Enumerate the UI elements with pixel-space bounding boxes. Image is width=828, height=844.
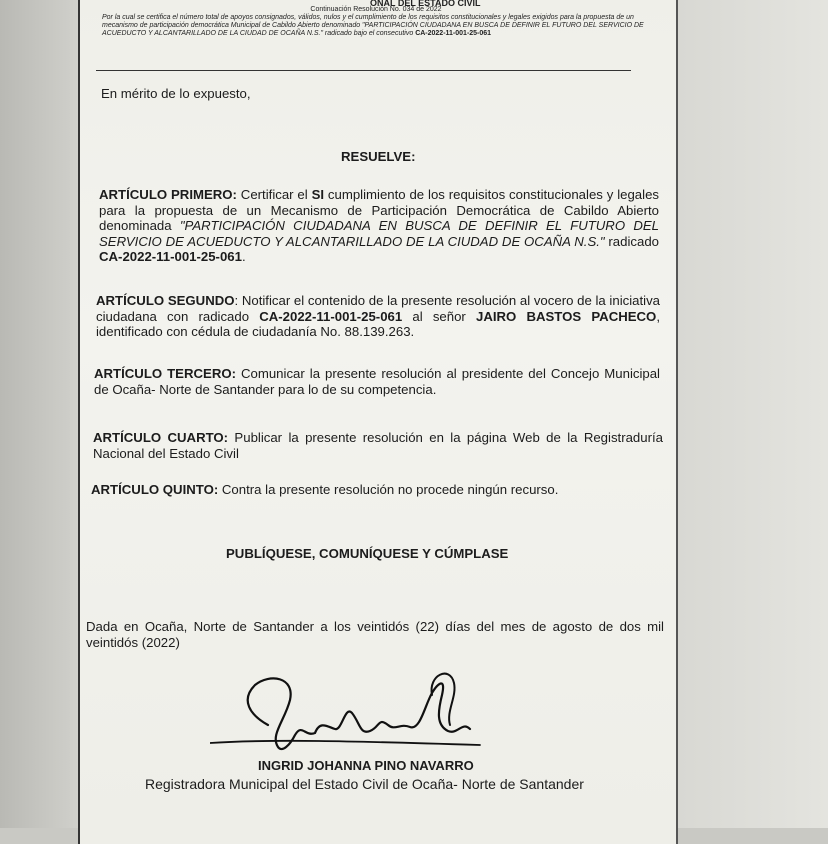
continuation-line: Continuación Resolución No. 034 de 2022	[310, 6, 442, 13]
signer-role: Registradora Municipal del Estado Civil de Ocaña- Norte de Santander	[145, 776, 584, 792]
closing-formula: PUBLÍQUESE, COMUNÍQUESE Y CÚMPLASE	[226, 546, 509, 561]
handwritten-signature	[210, 665, 500, 755]
article-1	[99, 187, 659, 265]
article-5	[91, 482, 558, 498]
resolve-heading: RESUELVE:	[341, 149, 416, 164]
background-left	[0, 0, 78, 828]
article-2-label: ARTÍCULO SEGUNDO	[96, 293, 235, 308]
article-1-text-c: radicado	[604, 233, 659, 249]
article-1-text-d: .	[241, 249, 246, 264]
article-1-title: "PARTICIPACIÓN CIUDADANA EN BUSCA DE DEFINIR EL FUTURO DEL SERVICIO DE ACUEDUCTO Y ALCANTARILLADO DE LA CIUDAD DE OCAÑA N.S."	[99, 218, 659, 249]
header-divider	[96, 70, 631, 71]
article-1-text-b: cumplimiento de los requisitos constitucionales y legales para la propuesta de un Mecanismo de Participación Democrática de Cabildo Abierto denominada	[99, 187, 659, 233]
article-4	[93, 430, 663, 461]
intro-text: En mérito de lo expuesto,	[101, 86, 251, 101]
article-2-person: JAIRO BASTOS PACHECO	[475, 308, 657, 324]
header-top-title: ONAL DEL ESTADO CIVIL	[370, 0, 481, 8]
article-5-text: Contra la presente resolución no procede ningún recurso.	[218, 482, 559, 497]
document-header	[102, 6, 650, 38]
article-1-si: SI	[311, 187, 325, 202]
background-right	[678, 0, 828, 828]
signer-name: INGRID JOHANNA PINO NAVARRO	[258, 758, 474, 773]
article-3-label: ARTÍCULO TERCERO:	[94, 366, 236, 381]
article-2-text-a: : Notificar el contenido de la presente resolución al vocero de la iniciativa ciudadana con radicado	[96, 293, 660, 324]
article-3-text: Comunicar la presente resolución al presidente del Concejo Municipal de Ocaña- Norte de Santander para lo de su competencia.	[94, 366, 660, 397]
subject-text: Por la cual se certifica el número total de apoyos consignados, válidos, nulos y el cumplimiento de los requisitos constitucionales y legales exigidos para la propuesta de un mecanismo de participación democrática Municipal de Cabildo Abierto denominado "PARTICIPACIÓN CIUDADANA EN BUSCA DE DEFINIR EL FUTURO DEL SERVICIO DE ACUEDUCTO Y ALCANTARILLADO DE LA CIUDAD DE OCAÑA N.S." radicado bajo el consecutivo	[102, 14, 644, 37]
article-1-code: CA-2022-11-001-25-061	[99, 249, 242, 264]
article-5-label: ARTÍCULO QUINTO:	[91, 482, 219, 497]
article-2	[96, 293, 660, 340]
subject-code: CA-2022-11-001-25-061	[415, 30, 492, 37]
dated-line: Dada en Ocaña, Norte de Santander a los veintidós (22) días del mes de agosto de dos mil veintidós (2022)	[86, 619, 664, 650]
article-2-text-c: , identificado con cédula de ciudadanía No. 88.139.263.	[96, 308, 660, 339]
article-3	[94, 366, 660, 397]
article-2-text-b: al señor	[402, 308, 476, 324]
article-2-code: CA-2022-11-001-25-061	[259, 308, 403, 324]
resolution-subject	[102, 14, 650, 38]
article-4-label: ARTÍCULO CUARTO:	[93, 430, 229, 445]
article-1-text-a: Certificar el	[236, 187, 312, 202]
article-1-label: ARTÍCULO PRIMERO:	[99, 187, 237, 202]
article-4-text: Publicar la presente resolución en la página Web de la Registraduría Nacional del Estado Civil	[93, 430, 663, 461]
